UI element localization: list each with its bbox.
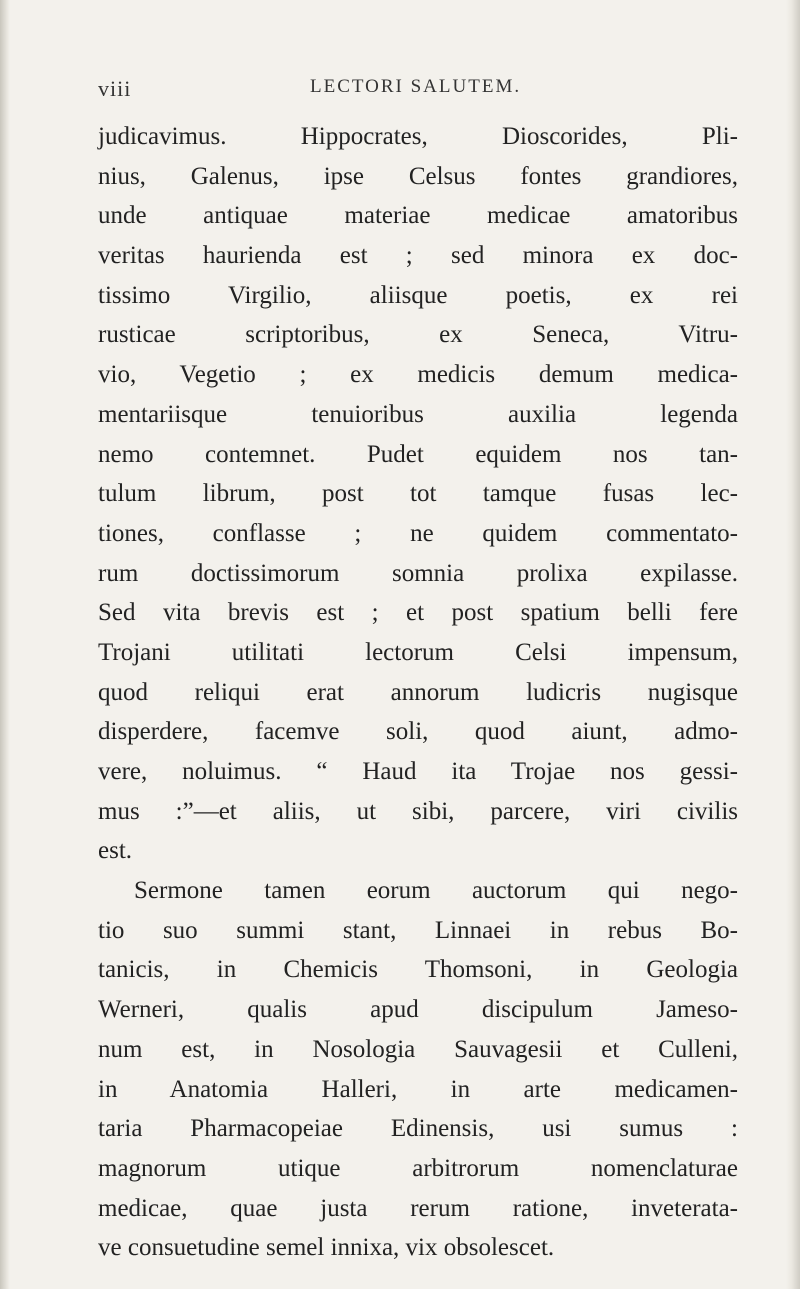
text-line: rum doctissimorum somnia prolixa expilasse.: [98, 559, 738, 587]
text-line: tio suo summi stant, Linnaei in rebus Bo-: [98, 916, 738, 944]
page-edge-right: [786, 0, 800, 1289]
text-line: Trojani utilitati lectorum Celsi impensum,: [98, 638, 738, 666]
text-line: tulum librum, post tot tamque fusas lec-: [98, 480, 738, 508]
text-line: vio, Vegetio ; ex medicis demum medica-: [98, 361, 738, 389]
text-line: est.: [98, 837, 133, 865]
body-text: [98, 117, 738, 1268]
text-line: in Anatomia Halleri, in arte medicamen-: [98, 1075, 738, 1103]
paragraph-2: [98, 871, 738, 1268]
text-line: Sed vita brevis est ; et post spatium belli fere: [98, 599, 738, 627]
text-line: tissimo Virgilio, aliisque poetis, ex rei: [98, 281, 738, 309]
paragraph-1: [98, 117, 738, 871]
text-line: magnorum utique arbitrorum nomenclaturae: [98, 1154, 738, 1182]
text-line: tanicis, in Chemicis Thomsoni, in Geologia: [98, 956, 738, 984]
text-line: tiones, conflasse ; ne quidem commentato-: [98, 519, 738, 547]
text-line: num est, in Nosologia Sauvagesii et Culleni,: [98, 1035, 738, 1063]
text-line: quod reliqui erat annorum ludicris nugisque: [98, 678, 738, 706]
page-edge-left: [0, 0, 10, 1289]
text-line: nemo contemnet. Pudet equidem nos tan-: [98, 440, 738, 468]
text-line: vere, noluimus. “ Haud ita Trojae nos gessi-: [98, 758, 738, 785]
text-line: ve consuetudine semel innixa, vix obsolescet.: [98, 1234, 555, 1262]
text-line: Sermone tamen eorum auctorum qui nego-: [134, 877, 738, 905]
text-line: veritas haurienda est ; sed minora ex doc-: [98, 242, 738, 270]
text-line: unde antiquae materiae medicae amatoribus: [98, 202, 738, 230]
text-line: Werneri, qualis apud discipulum Jameso-: [98, 996, 738, 1024]
text-line: medicae, quae justa rerum ratione, inveterata-: [98, 1194, 738, 1222]
text-line: nius, Galenus, ipse Celsus fontes grandiores,: [98, 162, 738, 190]
text-line: mentariisque tenuioribus auxilia legenda: [98, 400, 738, 428]
text-line: taria Pharmacopeiae Edinensis, usi sumus :: [98, 1115, 738, 1143]
text-line: rusticae scriptoribus, ex Seneca, Vitru-: [98, 321, 738, 349]
page-number: viii: [98, 76, 132, 101]
text-line: disperdere, facemve soli, quod aiunt, admo-: [98, 718, 738, 746]
text-line: judicavimus. Hippocrates, Dioscorides, Pli-: [98, 123, 738, 150]
text-line: mus :”—et aliis, ut sibi, parcere, viri civilis: [98, 797, 738, 825]
page-header: [98, 76, 738, 106]
running-head: LECTORI SALUTEM.: [310, 76, 522, 97]
